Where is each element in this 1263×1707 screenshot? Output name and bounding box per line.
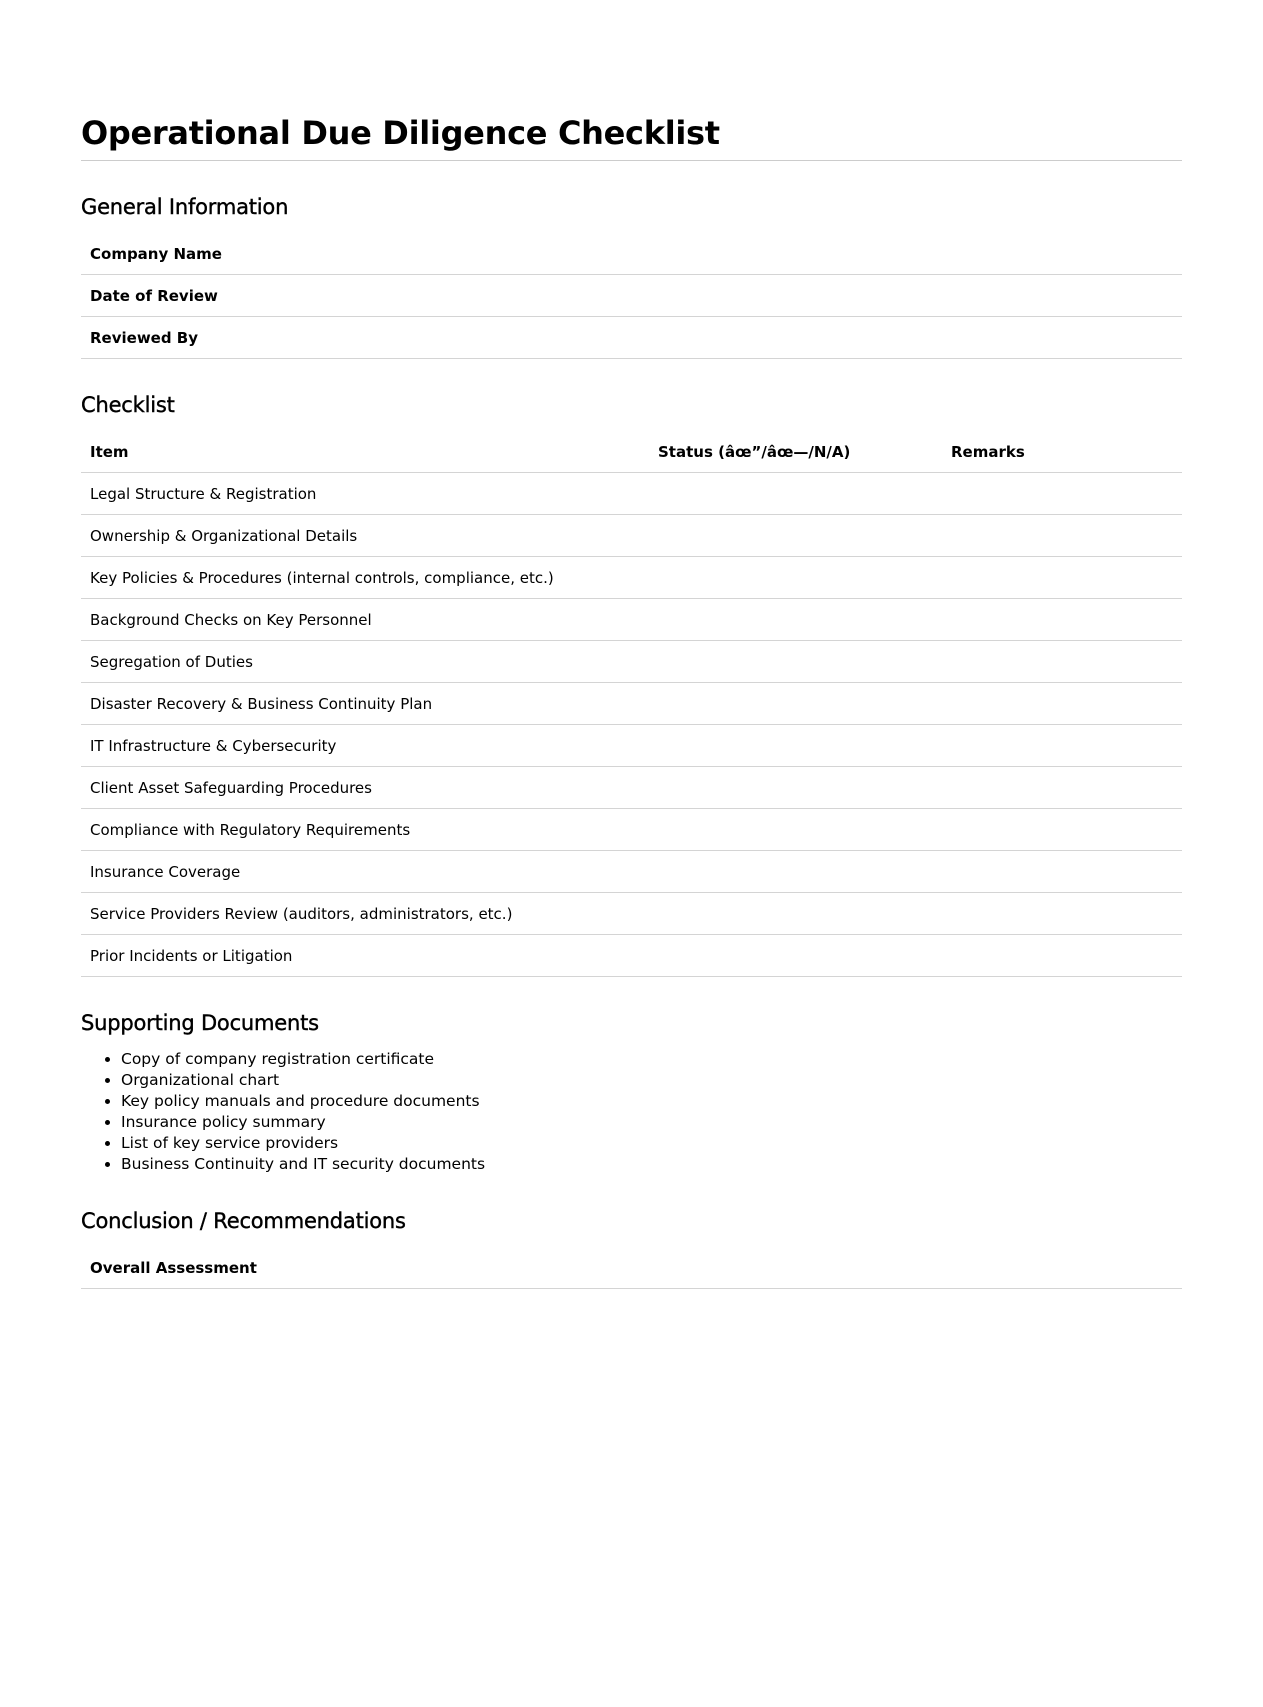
overall-assessment-row xyxy=(81,1247,1182,1289)
list-item: • Copy of company registration certificate xyxy=(121,1049,1182,1070)
reviewed-by-label: Reviewed By xyxy=(81,317,1064,359)
list-item: • Organizational chart xyxy=(121,1070,1182,1091)
checklist-remarks xyxy=(942,599,1182,641)
checklist-status xyxy=(649,683,942,725)
reviewed-by-value xyxy=(1064,317,1182,359)
table-row xyxy=(81,515,1182,557)
checklist-remarks xyxy=(942,809,1182,851)
checklist-item: Background Checks on Key Personnel xyxy=(81,599,649,641)
list-item: • Key policy manuals and procedure documents xyxy=(121,1091,1182,1112)
general-information-table xyxy=(81,233,1182,359)
info-row-company-name xyxy=(81,233,1182,275)
checklist-status xyxy=(649,557,942,599)
supporting-documents-list xyxy=(81,1049,1182,1175)
checklist-section xyxy=(81,393,1182,977)
checklist-remarks xyxy=(942,557,1182,599)
checklist-heading: Checklist xyxy=(81,393,175,417)
table-row xyxy=(81,725,1182,767)
conclusion-heading: Conclusion / Recommendations xyxy=(81,1209,406,1233)
checklist-item: Ownership & Organizational Details xyxy=(81,515,649,557)
checklist-item: Client Asset Safeguarding Procedures xyxy=(81,767,649,809)
checklist-table xyxy=(81,431,1182,977)
checklist-remarks xyxy=(942,851,1182,893)
checklist-item: Prior Incidents or Litigation xyxy=(81,935,649,977)
checklist-item: Insurance Coverage xyxy=(81,851,649,893)
checklist-status xyxy=(649,935,942,977)
date-of-review-label: Date of Review xyxy=(81,275,1064,317)
date-of-review-value xyxy=(1064,275,1182,317)
checklist-item: Service Providers Review (auditors, administrators, etc.) xyxy=(81,893,649,935)
column-header-remarks: Remarks xyxy=(942,431,1182,473)
checklist-remarks xyxy=(942,641,1182,683)
checklist-status xyxy=(649,515,942,557)
checklist-status xyxy=(649,893,942,935)
info-row-date-of-review xyxy=(81,275,1182,317)
checklist-status xyxy=(649,473,942,515)
checklist-remarks xyxy=(942,935,1182,977)
checklist-remarks xyxy=(942,473,1182,515)
checklist-status xyxy=(649,641,942,683)
checklist-item: Key Policies & Procedures (internal controls, compliance, etc.) xyxy=(81,557,649,599)
checklist-status xyxy=(649,725,942,767)
table-row xyxy=(81,473,1182,515)
checklist-status xyxy=(649,767,942,809)
table-row xyxy=(81,557,1182,599)
company-name-value xyxy=(1064,233,1182,275)
table-row xyxy=(81,683,1182,725)
checklist-item: IT Infrastructure & Cybersecurity xyxy=(81,725,649,767)
page-title: Operational Due Diligence Checklist xyxy=(81,114,1182,161)
conclusion-table xyxy=(81,1247,1182,1289)
list-item: • Business Continuity and IT security documents xyxy=(121,1154,1182,1175)
checklist-remarks xyxy=(942,767,1182,809)
overall-assessment-value xyxy=(1084,1247,1182,1289)
checklist-remarks xyxy=(942,515,1182,557)
table-row xyxy=(81,935,1182,977)
supporting-documents-heading: Supporting Documents xyxy=(81,1011,319,1035)
supporting-documents-section xyxy=(81,1011,1182,1175)
column-header-status: Status (âœ”/âœ—/N/A) xyxy=(649,431,942,473)
list-item: • Insurance policy summary xyxy=(121,1112,1182,1133)
checklist-header-row xyxy=(81,431,1182,473)
general-information-section xyxy=(81,195,1182,359)
table-row xyxy=(81,641,1182,683)
table-row xyxy=(81,893,1182,935)
table-row xyxy=(81,809,1182,851)
checklist-status xyxy=(649,809,942,851)
general-information-heading: General Information xyxy=(81,195,289,219)
info-row-reviewed-by xyxy=(81,317,1182,359)
column-header-item: Item xyxy=(81,431,649,473)
table-row xyxy=(81,767,1182,809)
checklist-item: Segregation of Duties xyxy=(81,641,649,683)
checklist-status xyxy=(649,599,942,641)
checklist-remarks xyxy=(942,725,1182,767)
company-name-label: Company Name xyxy=(81,233,1064,275)
checklist-remarks xyxy=(942,893,1182,935)
overall-assessment-label: Overall Assessment xyxy=(81,1247,1084,1289)
table-row xyxy=(81,851,1182,893)
checklist-status xyxy=(649,851,942,893)
conclusion-section xyxy=(81,1209,1182,1289)
checklist-item: Compliance with Regulatory Requirements xyxy=(81,809,649,851)
checklist-item: Legal Structure & Registration xyxy=(81,473,649,515)
checklist-remarks xyxy=(942,683,1182,725)
list-item: • List of key service providers xyxy=(121,1133,1182,1154)
table-row xyxy=(81,599,1182,641)
checklist-item: Disaster Recovery & Business Continuity Plan xyxy=(81,683,649,725)
